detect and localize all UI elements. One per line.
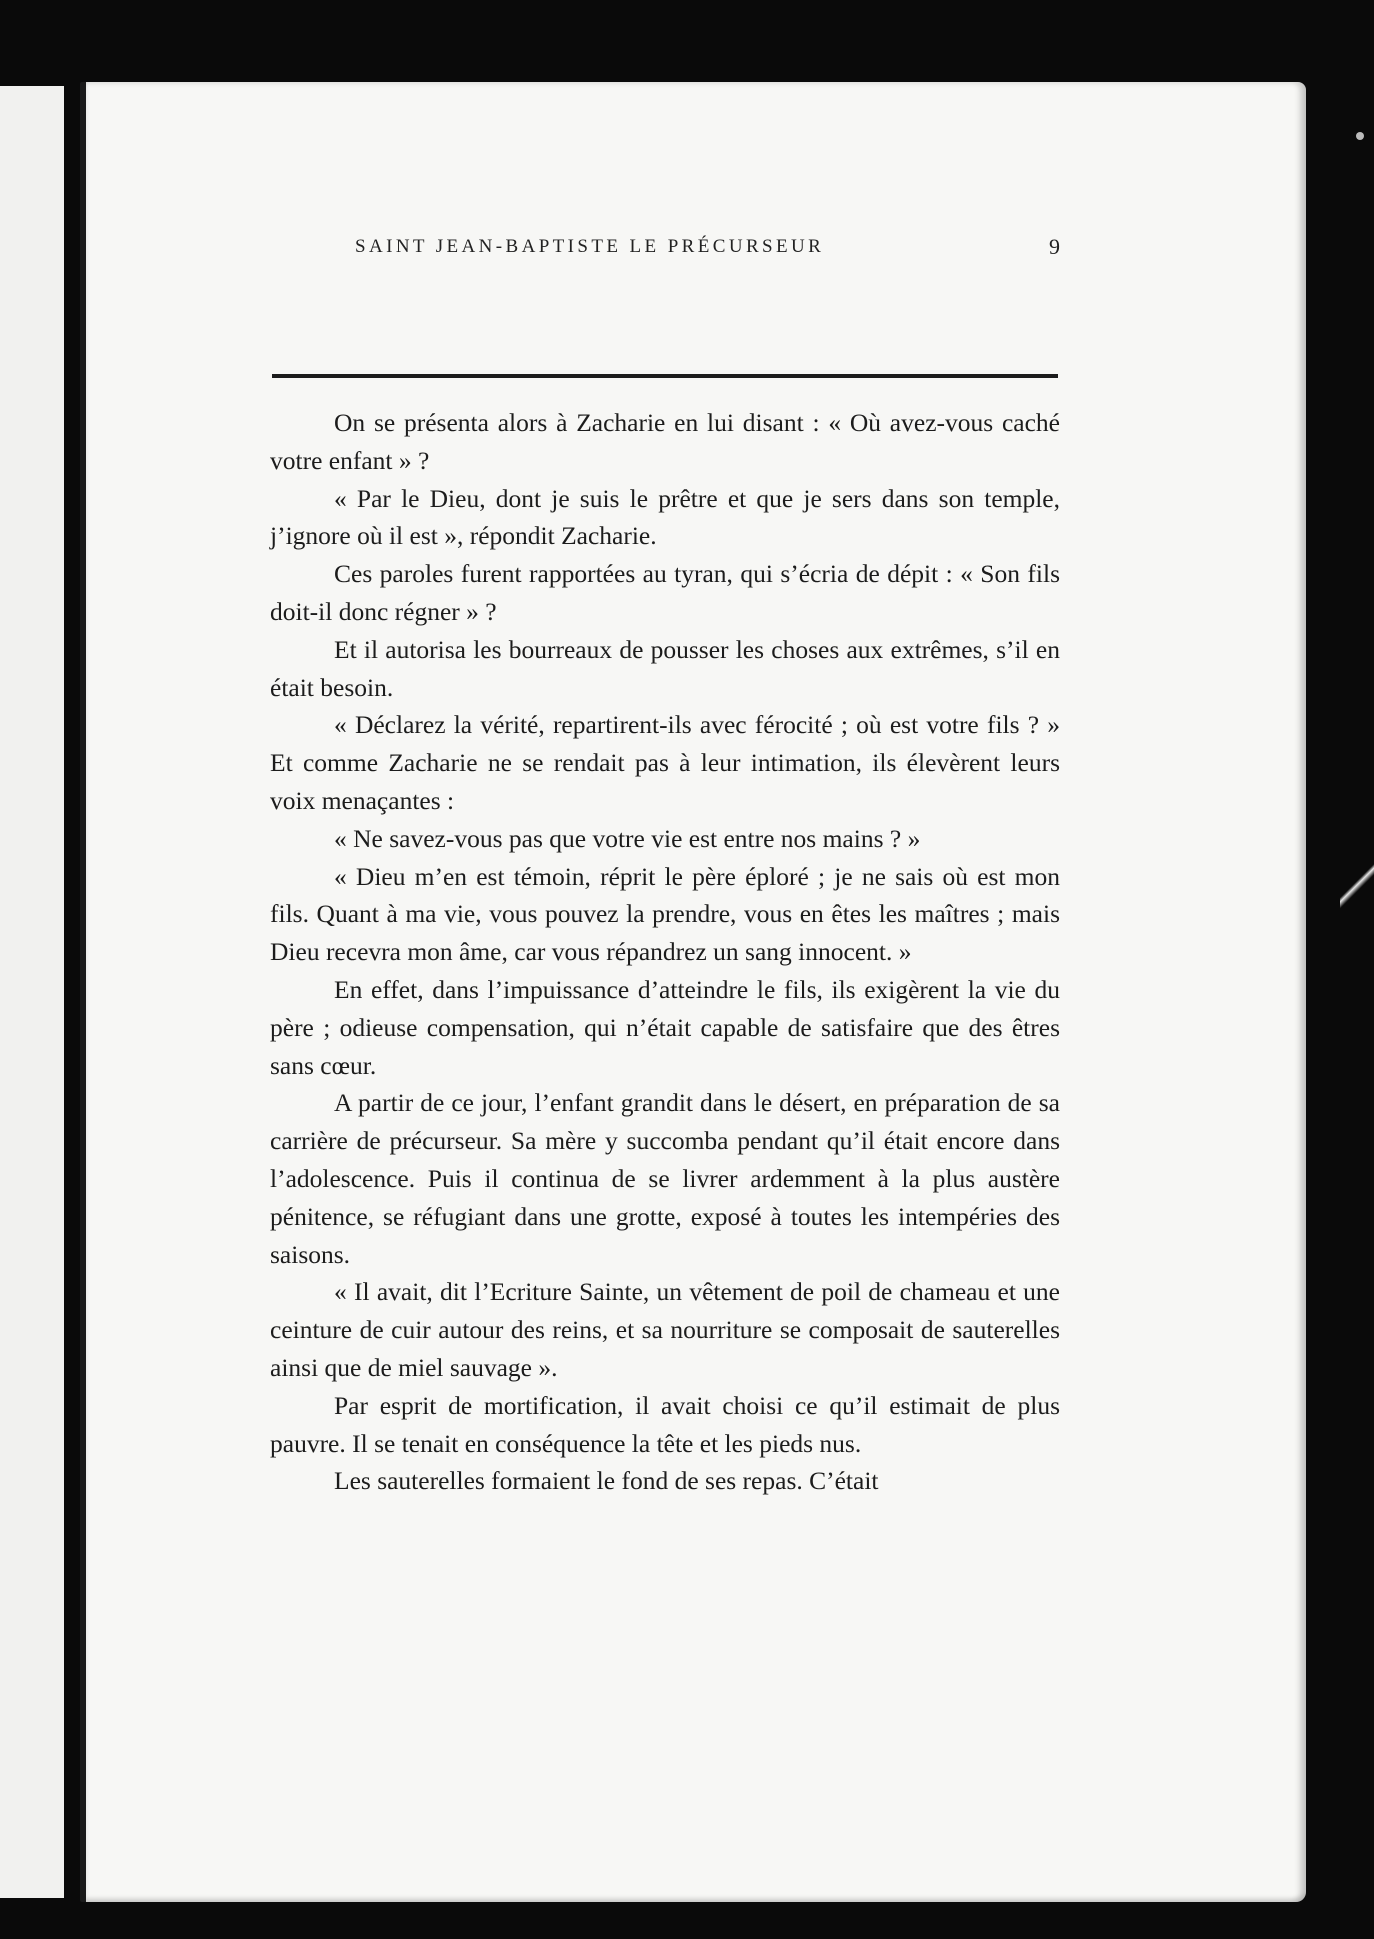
paragraph: Par esprit de mortification, il avait choisi ce qu’il estimait de plus pauvre. Il se tenait en conséquence la tête et les pieds nus. (270, 1390, 1060, 1458)
running-head (190, 236, 1070, 270)
paragraph: Ces paroles furent rapportées au tyran, qui s’écria de dépit : « Son fils doit-il donc régner » ? (270, 559, 1060, 626)
paragraph: A partir de ce jour, l’enfant grandit dans le désert, en préparation de sa carrière de précurseur. Sa mère y succomba pendant qu’il était encore dans l’adolescence. Puis il continua de se livrer ardemment à la plus austère pénitence, se réfugiant dans une grotte, exposé à toutes les intempéries des saisons. (270, 1088, 1060, 1269)
scan-artifact (1340, 860, 1374, 910)
paragraph: Les sauterelles formaient le fond de ses repas. C’était (334, 1466, 879, 1496)
paragraph: « Dieu m’en est témoin, réprit le père éploré ; je ne sais où est mon fils. Quant à ma vie, vous pouvez la prendre, vous en êtes les maîtres ; mais Dieu recevra mon âme, car vous répandrez un sang innocent. » (270, 861, 1060, 967)
paragraph: « Par le Dieu, dont je suis le prêtre et que je sers dans son temple, j’ignore où il est », répondit Zacharie. (270, 483, 1060, 551)
previous-page-edge (0, 86, 64, 1898)
paragraph: « Ne savez-vous pas que votre vie est entre nos mains ? » (334, 823, 921, 853)
paragraph: On se présenta alors à Zacharie en lui disant : « Où avez-vous caché votre enfant » ? (270, 408, 1060, 475)
body-text (270, 404, 1060, 1500)
paragraph: Et il autorisa les bourreaux de pousser les choses aux extrêmes, s’il en était besoin. (270, 634, 1060, 702)
page-number: 9 (1049, 234, 1060, 259)
paragraph: « Déclarez la vérité, repartirent-ils avec férocité ; où est votre fils ? » Et comme Zacharie ne se rendait pas à leur intimation, ils élevèrent leurs voix menaçantes : (270, 710, 1060, 815)
running-title: SAINT JEAN-BAPTISTE LE PRÉCURSEUR (355, 236, 825, 257)
header-rule (272, 374, 1058, 378)
paragraph: En effet, dans l’impuissance d’atteindre le fils, ils exigèrent la vie du père ; odieuse compensation, qui n’était capable de satisfaire que des êtres sans cœur. (270, 974, 1060, 1080)
scan-speck (1356, 132, 1364, 140)
paragraph: « Il avait, dit l’Ecriture Sainte, un vêtement de poil de chameau et une ceinture de cuir autour des reins, et sa nourriture se composait de sauterelles ainsi que de miel sauvage ». (270, 1277, 1060, 1382)
